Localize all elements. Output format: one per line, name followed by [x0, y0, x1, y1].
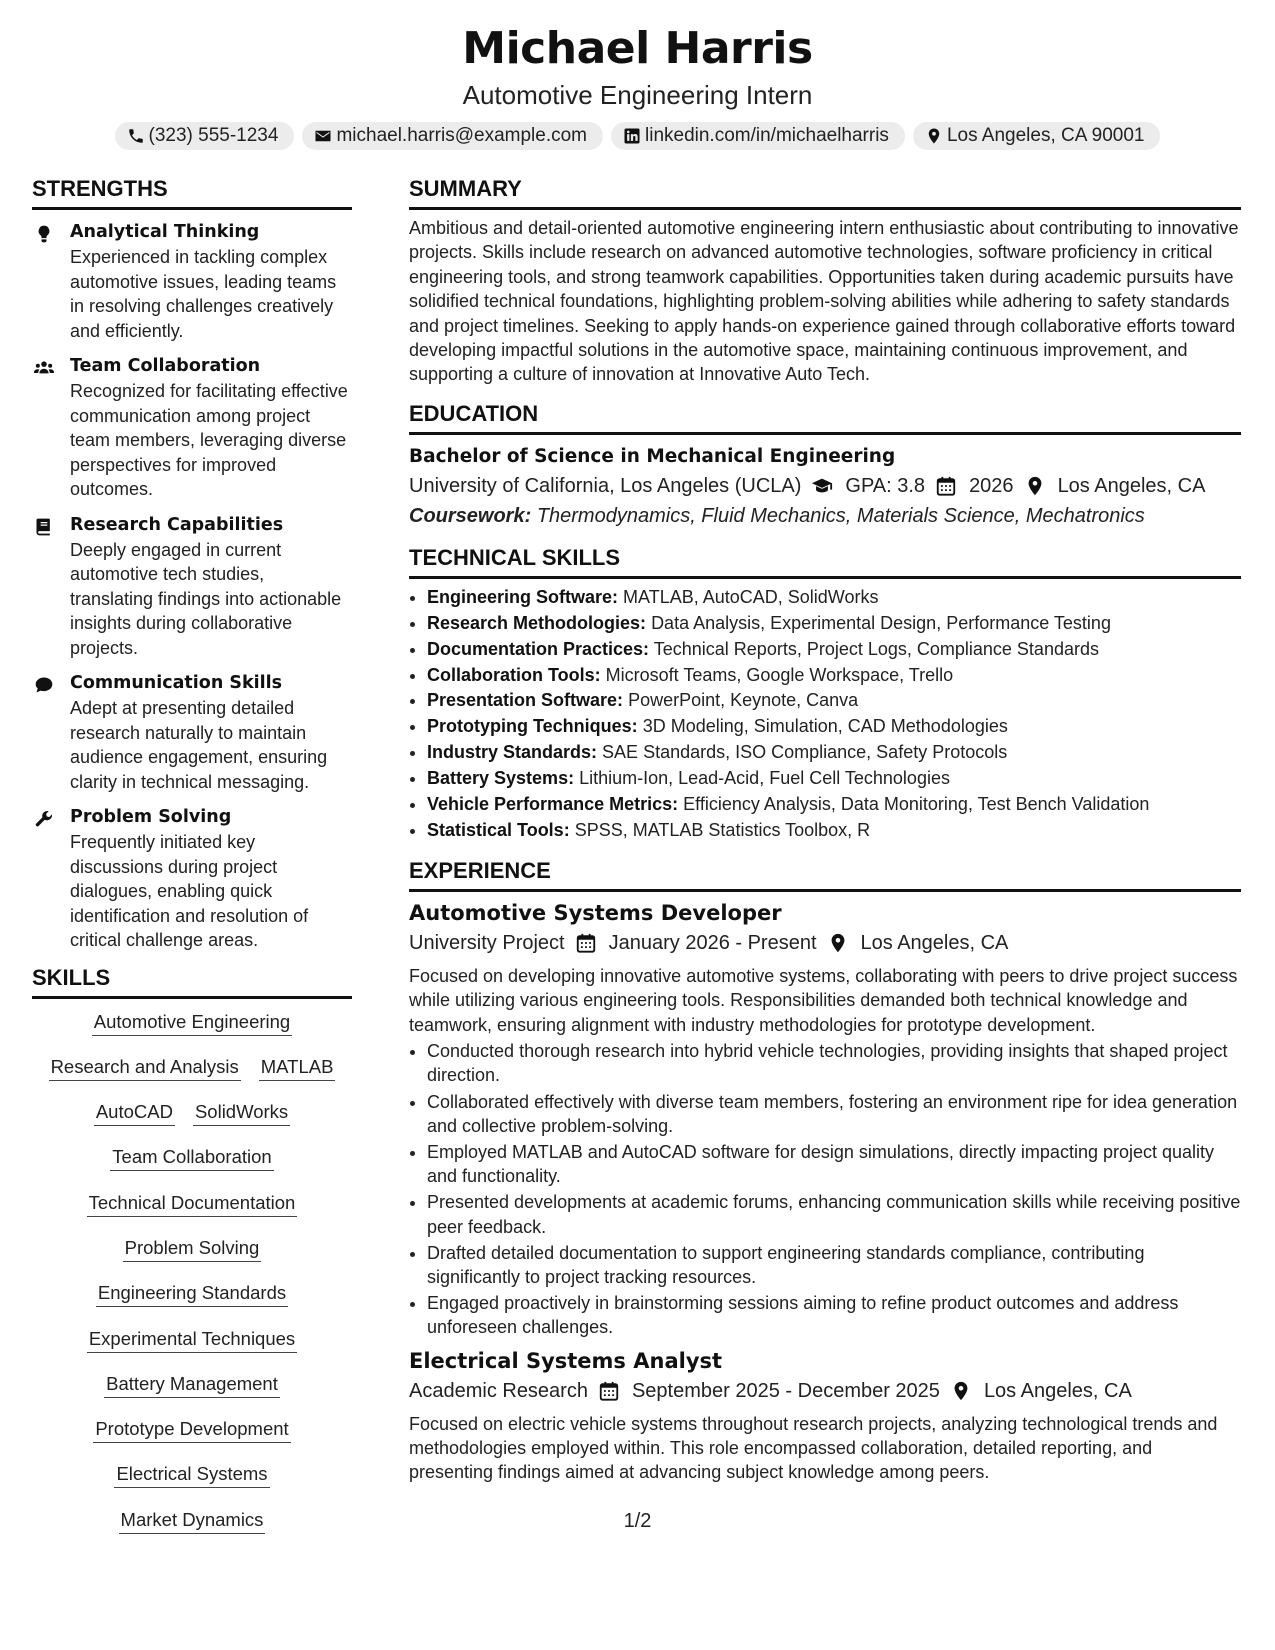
job-description: Focused on electric vehicle systems throughout research projects, analyzing technological trends and methodologies employed within. This role encompassed collaboration, detailed reporting, and presenting findings aimed at advancing subject knowledge among peers.	[409, 1413, 1218, 1483]
location-pin-icon	[827, 932, 851, 954]
education-section	[409, 401, 1241, 531]
location-pin-icon	[1024, 475, 1048, 497]
experience-section	[409, 858, 1241, 1485]
skill-tag: Battery Management	[104, 1371, 280, 1398]
list-item	[427, 818, 1241, 844]
skill-values: Technical Reports, Project Logs, Compliance Standards	[653, 638, 1099, 659]
skill-row	[32, 1416, 352, 1461]
skill-row	[32, 1280, 352, 1325]
contact-bar	[0, 122, 1275, 150]
wrench-icon	[32, 805, 70, 953]
list-item	[427, 766, 1241, 792]
skill-category: Collaboration Tools:	[427, 664, 601, 685]
experience-heading: EXPERIENCE	[409, 858, 1241, 892]
skills-section	[32, 965, 352, 1553]
skill-row	[32, 1371, 352, 1416]
skill-category: Prototyping Techniques:	[427, 716, 638, 737]
phone-icon	[127, 127, 145, 145]
list-item	[427, 663, 1241, 689]
contact-phone[interactable]	[115, 122, 295, 150]
skill-row	[32, 1326, 352, 1371]
strength-description: Experienced in tackling complex automotive issues, leading teams in resolving challenges creatively and efficiently.	[70, 247, 337, 341]
strength-description: Deeply engaged in current automotive tech studies, translating findings into actionable insights during collaborative projects.	[70, 539, 342, 658]
strength-name: Problem Solving	[70, 807, 232, 827]
job-location: Los Angeles, CA	[983, 1379, 1132, 1402]
job-organization: University Project	[409, 931, 565, 954]
skill-values: Data Analysis, Experimental Design, Performance Testing	[651, 612, 1111, 633]
skill-values: Microsoft Teams, Google Workspace, Trello	[605, 664, 954, 685]
skill-tag: Automotive Engineering	[92, 1009, 292, 1036]
skill-row	[32, 1235, 352, 1280]
education-heading: EDUCATION	[409, 401, 1241, 435]
coursework-line	[409, 501, 1241, 531]
speech-bubble-icon	[32, 671, 70, 794]
right-column	[409, 176, 1241, 1499]
strength-name: Team Collaboration	[70, 356, 261, 376]
resume-header	[0, 18, 1275, 150]
book-icon	[32, 513, 70, 661]
skill-tag: SolidWorks	[193, 1099, 290, 1126]
job-title: Automotive Systems Developer	[409, 900, 782, 925]
coursework-label: Coursework:	[409, 504, 532, 527]
education-meta	[409, 471, 1241, 501]
page-number: 1/2	[623, 1510, 652, 1532]
skill-values: MATLAB, AutoCAD, SolidWorks	[623, 586, 879, 607]
list-item	[427, 714, 1241, 740]
job-meta	[409, 928, 1241, 958]
contact-phone-text: (323) 555-1234	[148, 125, 279, 146]
list-item	[427, 637, 1241, 663]
graduation-cap-icon	[811, 475, 835, 497]
calendar-icon	[598, 1380, 622, 1402]
strength-item	[32, 354, 352, 502]
list-item: • Presented developments at academic forums, enhancing communication skills while receiving positive peer feedback.	[427, 1190, 1241, 1238]
skill-values: PowerPoint, Keynote, Canva	[628, 690, 859, 711]
school-name: University of California, Los Angeles (UCLA)	[409, 474, 802, 497]
list-item	[427, 688, 1241, 714]
job-dates: September 2025 - December 2025	[631, 1379, 940, 1402]
skill-tag: Research and Analysis	[49, 1054, 241, 1081]
strengths-heading: STRENGTHS	[32, 176, 352, 210]
skill-values: 3D Modeling, Simulation, CAD Methodologies	[642, 716, 1008, 737]
calendar-icon	[935, 475, 959, 497]
skill-values: SAE Standards, ISO Compliance, Safety Protocols	[602, 742, 1008, 763]
technical-skills-section	[409, 545, 1241, 844]
skill-row	[32, 1009, 352, 1054]
skill-tag: Electrical Systems	[114, 1461, 269, 1488]
list-item	[427, 611, 1241, 637]
skills-heading: SKILLS	[32, 965, 352, 999]
skill-tag: Engineering Standards	[96, 1280, 288, 1307]
skill-tag: Problem Solving	[123, 1235, 262, 1262]
users-icon	[32, 354, 70, 502]
contact-location[interactable]	[913, 122, 1161, 150]
skill-row	[32, 1461, 352, 1506]
job-bullets	[409, 1039, 1241, 1339]
list-item: • Engaged proactively in brainstorming sessions aiming to refine product outcomes and address unforeseen challenges.	[427, 1291, 1241, 1339]
skill-values: Lithium-Ion, Lead-Acid, Fuel Cell Technologies	[579, 768, 950, 789]
list-item	[427, 585, 1241, 611]
strength-item	[32, 805, 352, 953]
strength-description: Adept at presenting detailed research naturally to maintain audience engagement, ensuring clarity in technical messaging.	[70, 698, 328, 792]
strength-name: Analytical Thinking	[70, 222, 260, 242]
job-organization: Academic Research	[409, 1379, 588, 1402]
skill-tag: AutoCAD	[94, 1099, 175, 1126]
lightbulb-icon	[32, 220, 70, 343]
skill-category: Industry Standards:	[427, 742, 598, 763]
candidate-title: Automotive Engineering Intern	[462, 80, 813, 110]
skill-row	[32, 1190, 352, 1235]
strength-item	[32, 513, 352, 661]
skill-tag: Market Dynamics	[119, 1507, 266, 1534]
job-dates: January 2026 - Present	[608, 931, 817, 954]
graduation-year: 2026	[969, 474, 1014, 497]
technical-skills-list	[409, 585, 1241, 844]
list-item: • Employed MATLAB and AutoCAD software for design simulations, directly impacting project quality and functionality.	[427, 1140, 1241, 1188]
summary-text: Ambitious and detail-oriented automotive engineering intern enthusiastic about contributing to innovative projects. Skills include research on advanced automotive technologies, software proficiency in critical engineering tools, and strong teamwork capabilities. Opportunities taken during academic pursuits have solidified technical foundations, highlighting problem-solving abilities while adhering to safety standards and project timelines. Seeking to apply hands-on experience gained through collaborative efforts toward developing impactful solutions in the automotive space, maintaining continuous improvement, and supporting a culture of innovation at Innovative Auto Tech.	[409, 218, 1239, 385]
contact-email[interactable]	[302, 122, 603, 150]
skill-category: Research Methodologies:	[427, 612, 647, 633]
skill-category: Statistical Tools:	[427, 820, 570, 840]
technical-skills-heading: TECHNICAL SKILLS	[409, 545, 1241, 579]
linkedin-icon	[623, 127, 641, 145]
location-pin-icon	[925, 127, 943, 145]
strength-item	[32, 671, 352, 794]
skill-tag: Experimental Techniques	[87, 1326, 297, 1353]
contact-email-text: michael.harris@example.com	[336, 125, 587, 146]
envelope-icon	[314, 127, 332, 145]
strength-item	[32, 220, 352, 343]
skill-category: Battery Systems:	[427, 768, 575, 789]
degree-title: Bachelor of Science in Mechanical Engineering	[409, 445, 896, 467]
skill-tag: MATLAB	[259, 1054, 336, 1081]
skill-row	[32, 1099, 352, 1144]
candidate-name: Michael Harris	[462, 23, 813, 74]
skill-values: SPSS, MATLAB Statistics Toolbox, R	[574, 820, 871, 840]
location-pin-icon	[950, 1380, 974, 1402]
job-location: Los Angeles, CA	[860, 931, 1009, 954]
skill-values: Efficiency Analysis, Data Monitoring, Test Bench Validation	[683, 794, 1150, 815]
coursework-list: Thermodynamics, Fluid Mechanics, Materials Science, Mechatronics	[536, 504, 1145, 527]
strength-name: Communication Skills	[70, 673, 283, 693]
strength-name: Research Capabilities	[70, 514, 284, 535]
list-item	[427, 740, 1241, 766]
list-item	[427, 792, 1241, 818]
left-column	[32, 176, 352, 1552]
job-title: Electrical Systems Analyst	[409, 1348, 723, 1373]
strengths-section	[32, 176, 352, 953]
skill-row	[32, 1054, 352, 1099]
skill-tag: Team Collaboration	[110, 1144, 273, 1171]
strength-description: Recognized for facilitating effective communication among project team members, leveraging diverse perspectives for improved outcomes.	[70, 381, 348, 499]
skill-category: Presentation Software:	[427, 690, 624, 711]
job-description: Focused on developing innovative automotive systems, collaborating with peers to drive project success while utilizing various engineering tools. Responsibilities demanded both technical knowledge and teamwork, ensuring alignment with industry methodologies for prototype development.	[409, 965, 1238, 1035]
skill-tag: Prototype Development	[93, 1416, 290, 1443]
job-entry	[409, 1346, 1241, 1485]
job-meta	[409, 1376, 1241, 1406]
job-entry	[409, 898, 1241, 1340]
education-location: Los Angeles, CA	[1057, 474, 1206, 497]
contact-linkedin-text: linkedin.com/in/michaelharris	[645, 125, 889, 146]
summary-heading: SUMMARY	[409, 176, 1241, 210]
skill-category: Vehicle Performance Metrics:	[427, 794, 679, 815]
skill-category: Engineering Software:	[427, 586, 619, 607]
list-item: • Collaborated effectively with diverse team members, fostering an environment ripe for idea generation and collective problem-solving.	[427, 1090, 1241, 1138]
strength-description: Frequently initiated key discussions during project dialogues, enabling quick identification and resolution of critical challenge areas.	[70, 832, 309, 950]
list-item: • Drafted detailed documentation to support engineering standards compliance, contributing significantly to project tracking resources.	[427, 1241, 1241, 1289]
contact-location-text: Los Angeles, CA 90001	[946, 125, 1145, 146]
calendar-icon	[575, 932, 599, 954]
contact-linkedin[interactable]	[611, 122, 905, 150]
gpa: GPA: 3.8	[845, 474, 926, 497]
skill-tag: Technical Documentation	[87, 1190, 298, 1217]
skill-category: Documentation Practices:	[427, 638, 650, 659]
list-item: • Conducted thorough research into hybrid vehicle technologies, providing insights that shaped project direction.	[427, 1039, 1241, 1087]
summary-section	[409, 176, 1241, 387]
skill-row	[32, 1144, 352, 1189]
